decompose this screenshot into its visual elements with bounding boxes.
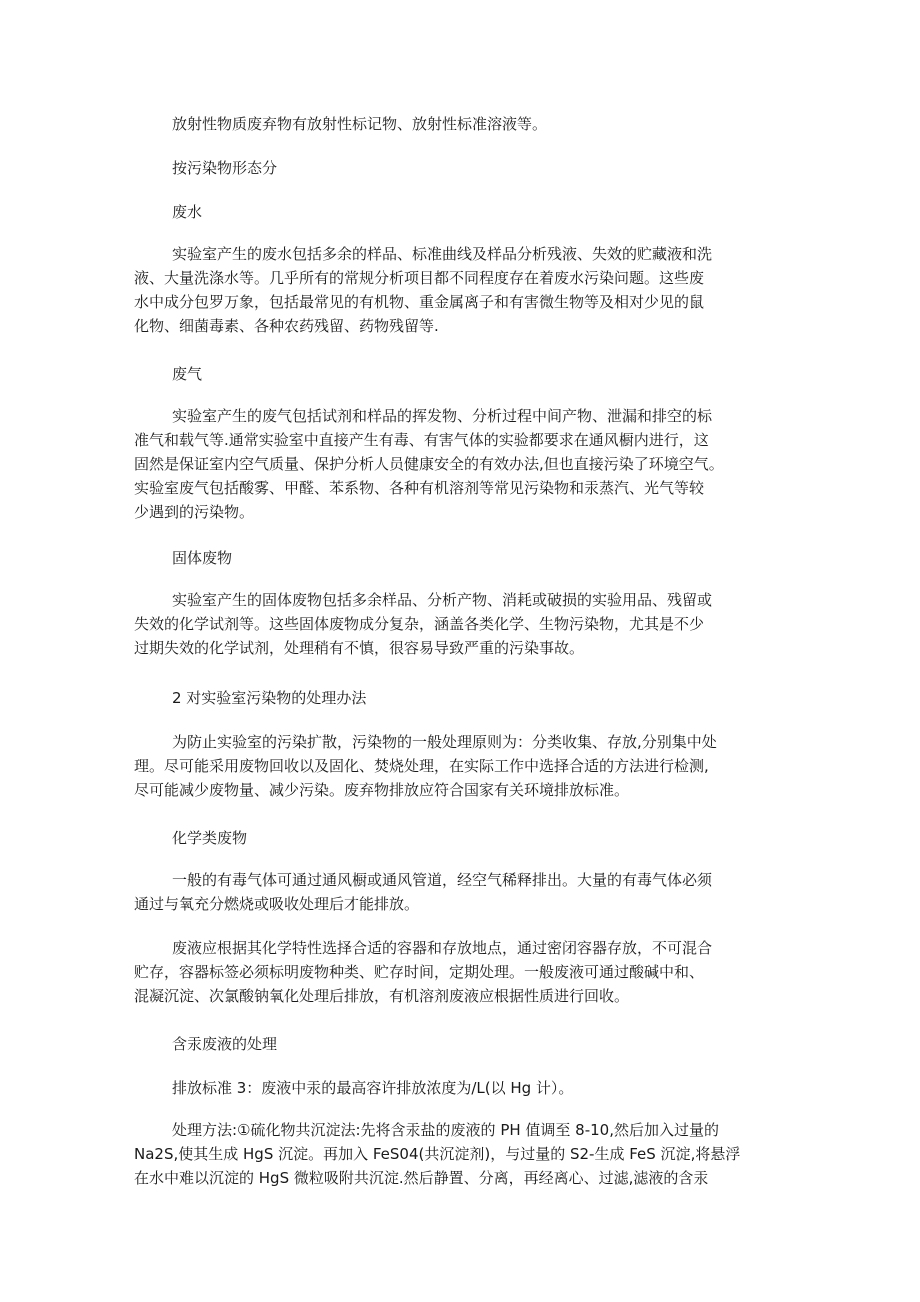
text-line: 固体废物 — [172, 549, 233, 567]
paragraph-waste-liquid — [134, 936, 792, 1008]
paragraph-solid-waste — [134, 588, 792, 660]
text-line: 实验室废气包括酸雾、甲醛、苯系物、各种有机溶剂等常见污染物和汞蒸汽、光气等较 — [134, 479, 705, 497]
text-line: 废气 — [172, 365, 203, 383]
paragraph-mercury-method — [134, 1118, 792, 1190]
paragraph-wastewater — [134, 242, 792, 338]
text-line: 化学类废物 — [172, 829, 248, 847]
text-line: 尽可能减少废物量、减少污染。废弃物排放应符合国家有关环境排放标准。 — [134, 781, 630, 799]
heading-wastewater — [172, 200, 792, 224]
heading-mercury-waste — [172, 1032, 792, 1056]
heading-solid-waste — [172, 546, 792, 570]
heading-treatment-methods — [172, 686, 792, 710]
text-line: 理。尽可能采用废物回收以及固化、焚烧处理，在实际工作中选择合适的方法进行检测, — [134, 757, 709, 775]
heading-waste-gas — [172, 362, 792, 386]
text-line: 准气和载气等.通常实验室中直接产生有毒、有害气体的实验都要求在通风橱内进行，这 — [134, 431, 709, 449]
text-line: 失效的化学试剂等。这些固体废物成分复杂，涵盖各类化学、生物污染物，尤其是不少 — [134, 615, 705, 633]
text-line: 化物、细菌毒素、各种农药残留、药物残留等. — [134, 317, 439, 335]
text-line: 含汞废液的处理 — [172, 1035, 278, 1053]
text-line: 排放标准 3：废液中汞的最高容许排放浓度为/L(以 Hg 计）。 — [172, 1079, 574, 1097]
text-line: 通过与氧充分燃烧或吸收处理后才能排放。 — [134, 895, 420, 913]
text-line: 一般的有毒气体可通过通风橱或通风管道，经空气稀释排出。大量的有毒气体必须 — [172, 871, 713, 889]
paragraph-toxic-gas — [134, 868, 792, 916]
text-line: 液、大量洗涤水等。几乎所有的常规分析项目都不同程度存在着废水污染问题。这些废 — [134, 269, 705, 287]
paragraph-waste-gas — [134, 404, 792, 524]
heading-by-form — [172, 156, 792, 180]
text-line: 实验室产生的废水包括多余的样品、标准曲线及样品分析残液、失效的贮藏液和洗 — [172, 245, 713, 263]
text-line: 水中成分包罗万象，包括最常见的有机物、重金属离子和有害微生物等及相对少见的鼠 — [134, 293, 705, 311]
text-line: 处理方法:①硫化物共沉淀法:先将含汞盐的废液的 PH 值调至 8-10,然后加入过量的 — [172, 1121, 719, 1139]
text-line: 实验室产生的固体废物包括多余样品、分析产物、消耗或破损的实验用品、残留或 — [172, 591, 713, 609]
paragraph-radioactive — [172, 112, 792, 136]
paragraph-treatment-principles — [134, 730, 792, 802]
text-line: 固然是保证室内空气质量、保护分析人员健康安全的有效办法,但也直接污染了环境空气。 — [134, 455, 724, 473]
paragraph-discharge-standard — [172, 1076, 792, 1100]
text-line: 实验室产生的废气包括试剂和样品的挥发物、分析过程中间产物、泄漏和排空的标 — [172, 407, 713, 425]
text-line: 贮存，容器标签必须标明废物种类、贮存时间，定期处理。一般废液可通过酸碱中和、 — [134, 963, 705, 981]
text-line: 按污染物形态分 — [172, 159, 278, 177]
text-line: Na2S,使其生成 HgS 沉淀。再加入 FeS04(共沉淀剂)，与过量的 S2-生成 FeS 沉淀,将悬浮 — [134, 1145, 741, 1163]
text-line: 为防止实验室的污染扩散，污染物的一般处理原则为：分类收集、存放,分别集中处 — [172, 733, 717, 751]
text-line: 2 对实验室污染物的处理办法 — [172, 689, 367, 707]
heading-chemical-waste — [172, 826, 792, 850]
text-line: 放射性物质废弃物有放射性标记物、放射性标准溶液等。 — [172, 115, 548, 133]
text-line: 在水中难以沉淀的 HgS 微粒吸附共沉淀.然后静置、分离，再经离心、过滤,滤液的含汞 — [134, 1169, 709, 1187]
text-line: 废水 — [172, 203, 203, 221]
text-line: 废液应根据其化学特性选择合适的容器和存放地点，通过密闭容器存放，不可混合 — [172, 939, 713, 957]
text-line: 过期失效的化学试剂，处理稍有不慎，很容易导致严重的污染事故。 — [134, 639, 585, 657]
text-line: 少遇到的污染物。 — [134, 503, 255, 521]
text-line: 混凝沉淀、次氯酸钠氧化处理后排放，有机溶剂废液应根据性质进行回收。 — [134, 987, 630, 1005]
